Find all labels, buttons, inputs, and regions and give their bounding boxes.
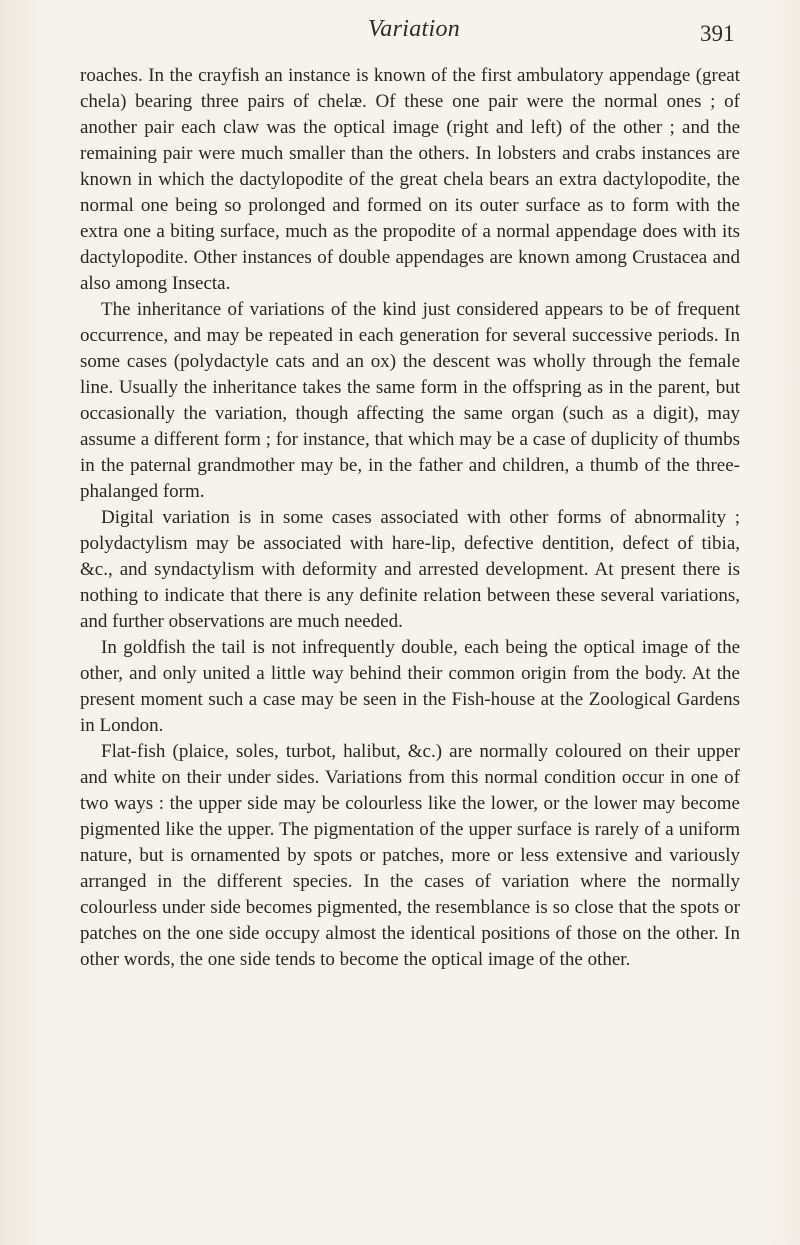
running-head xyxy=(0,10,800,50)
body-text xyxy=(80,63,740,973)
running-title: Variation xyxy=(368,16,461,42)
page-number: 391 xyxy=(700,21,735,46)
paragraph-goldfish: In goldfish the tail is not infrequently double, each being the optical image of the other, and only united a little way behind their common origin from the body. At the present moment such a case may be seen in the Fish-house at the Zoological Gardens in London. xyxy=(80,637,740,736)
paragraph-inheritance: The inheritance of variations of the kind just considered appears to be of frequent occurrence, and may be repeated in each generation for several successive periods. In some cases (polydactyle cats and an ox) the descent was wholly through the female line. Usually the inheritance takes the same form in the offspring as in the parent, but occasionally the variation, though affecting the same organ (such as a digit), may assume a different form ; for instance, that which may be a case of duplicity of thumbs in the paternal grandmother may be, in the father and children, a thumb of the three-phalanged form. xyxy=(80,299,740,502)
paragraph-flat-fish: Flat-fish (plaice, soles, turbot, halibut, &c.) are normally coloured on their upper and white on their under sides. Variations from this normal condition occur in one of two ways : the upper side may be colourless like the lower, or the lower may become pigmented like the upper. The pigmentation of the upper surface is rarely of a uniform nature, but is ornamented by spots or patches, more or less extensive and variously arranged in the different species. In the cases of variation where the normally colourless under side becomes pigmented, the resemblance is so close that the spots or patches on the one side occupy almost the identical positions of those on the other. In other words, the one side tends to become the optical image of the other. xyxy=(80,741,740,970)
paragraph-digital-variation: Digital variation is in some cases associated with other forms of abnormality ; polydactylism may be associated with hare-lip, defective dentition, defect of tibia, &c., and syndactylism with deformity and arrested development. At present there is nothing to indicate that there is any definite relation between these several variations, and further observations are much needed. xyxy=(80,507,740,632)
paragraph-crayfish-continued: roaches. In the crayfish an instance is known of the first ambulatory appendage (great chela) bearing three pairs of chelæ. Of these one pair were the normal ones ; of another pair each claw was the optical image (right and left) of the other ; and the remaining pair were much smaller than the others. In lobsters and crabs instances are known in which the dactylopodite of the great chela bears an extra dactylopodite, the normal one being so prolonged and formed on its outer surface as to form with the extra one a biting surface, much as the propodite of a normal appendage does with its dactylopodite. Other instances of double appendages are known among Crustacea and also among Insecta. xyxy=(80,65,740,294)
